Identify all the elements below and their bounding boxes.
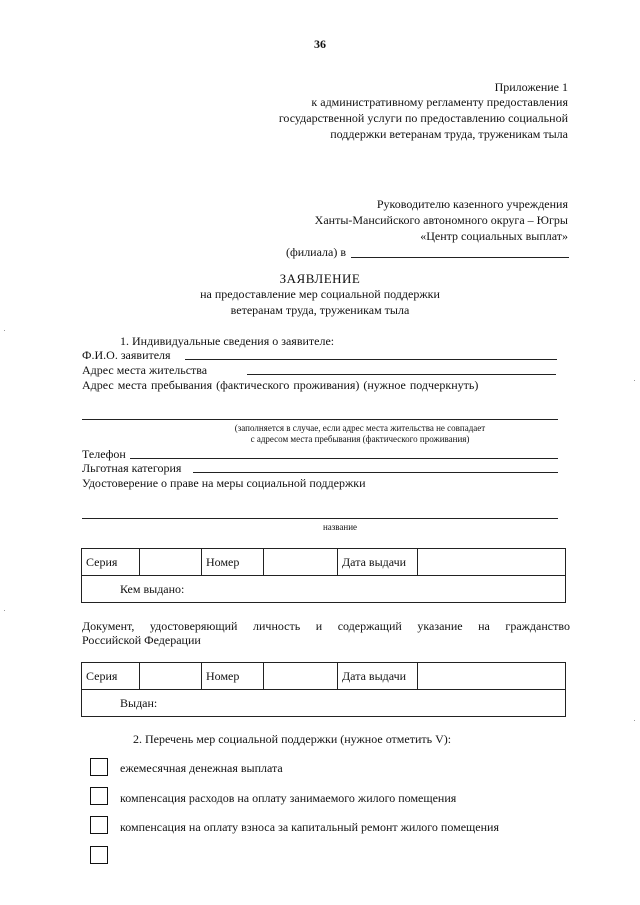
identity-word: гражданство [505,619,570,633]
appendix-line-3: поддержки ветеранам труда, труженикам тыла [330,127,568,141]
option-label-2: компенсация расходов на оплату занимаемого жилого помещения [120,791,457,805]
cert-number-label: Номер [202,549,264,576]
cert-series-label: Серия [82,549,140,576]
identity-word: на [478,619,490,633]
category-field-line[interactable] [193,472,558,473]
option-checkbox-3[interactable] [90,816,108,834]
addressee-line-3: «Центр социальных выплат» [420,229,568,243]
fio-field-line[interactable] [185,359,557,360]
section-2-title: 2. Перечень мер социальной поддержки (нужное отметить V): [133,732,452,746]
certificate-table [81,548,566,603]
id-issued-by-label: Выдан: [120,695,158,710]
stay-note-line-1: (заполняется в случае, если адрес места жительства не совпадает [234,423,486,433]
id-series-cell[interactable] [140,663,202,690]
option-label-1: ежемесячная денежная выплата [120,761,283,775]
option-checkbox-1[interactable] [90,758,108,776]
cert-issued-by-cell[interactable] [82,576,566,603]
phone-field-line[interactable] [130,458,558,459]
scan-speck [634,720,635,721]
cert-series-cell[interactable] [140,549,202,576]
certificate-name-caption: название [322,522,358,532]
id-series-label: Серия [82,663,140,690]
scan-speck [4,330,5,331]
residence-label: Адрес места жительства [82,363,208,377]
addressee-branch-label: (филиала) в [286,245,347,259]
document-subtitle-2: ветеранам труда, труженикам тыла [230,303,410,317]
section-1-title: 1. Индивидуальные сведения о заявителе: [120,334,335,348]
identity-word: и [315,619,323,633]
page-number: 36 [314,37,326,51]
document-subtitle-1: на предоставление мер социальной поддержки [200,287,440,301]
identity-doc-line-1 [82,619,570,634]
option-checkbox-2[interactable] [90,787,108,805]
certificate-label: Удостоверение о праве на меры социальной поддержки [82,476,366,490]
cert-date-label: Дата выдачи [338,549,418,576]
identity-word: содержащий [337,619,402,633]
stay-address-field-line[interactable] [82,419,558,420]
appendix-line-2: государственной услуги по предоставлению социальной [278,111,568,125]
id-date-cell[interactable] [418,663,566,690]
category-label: Льготная категория [82,461,182,475]
option-checkbox-4[interactable] [90,846,108,864]
document-title: ЗАЯВЛЕНИЕ [279,271,361,286]
option-label-3: компенсация на оплату взноса за капитальный ремонт жилого помещения [120,820,499,834]
identity-word: Документ, [82,619,135,633]
cert-date-cell[interactable] [418,549,566,576]
identity-word: удостоверяющий [149,619,238,633]
cert-number-cell[interactable] [264,549,338,576]
id-number-cell[interactable] [264,663,338,690]
identity-table [81,662,566,717]
addressee-line-2: Ханты-Мансийского автономного округа – Югры [314,213,568,227]
appendix-line-1: к административному регламенту предоставления [311,95,568,109]
id-number-label: Номер [202,663,264,690]
identity-word: указание [417,619,463,633]
id-issued-by-cell[interactable] [82,690,566,717]
addressee-line-1: Руководителю казенного учреждения [376,197,568,211]
scan-speck [634,380,635,381]
scan-speck [4,610,5,611]
identity-doc-line-2: Российской Федерации [82,633,201,647]
id-date-label: Дата выдачи [338,663,418,690]
stay-address-label: Адрес места пребывания (фактического проживания) (нужное подчеркнуть) [82,378,479,392]
phone-label: Телефон [82,447,126,461]
identity-word: личность [253,619,301,633]
residence-field-line[interactable] [247,374,556,375]
branch-field-line[interactable] [351,257,569,258]
appendix-title: Приложение 1 [494,80,568,94]
fio-label: Ф.И.О. заявителя [82,348,171,362]
stay-note-line-2: с адресом места пребывания (фактического проживания) [250,434,470,444]
certificate-field-line[interactable] [82,518,558,519]
cert-issued-by-label: Кем выдано: [120,581,185,596]
